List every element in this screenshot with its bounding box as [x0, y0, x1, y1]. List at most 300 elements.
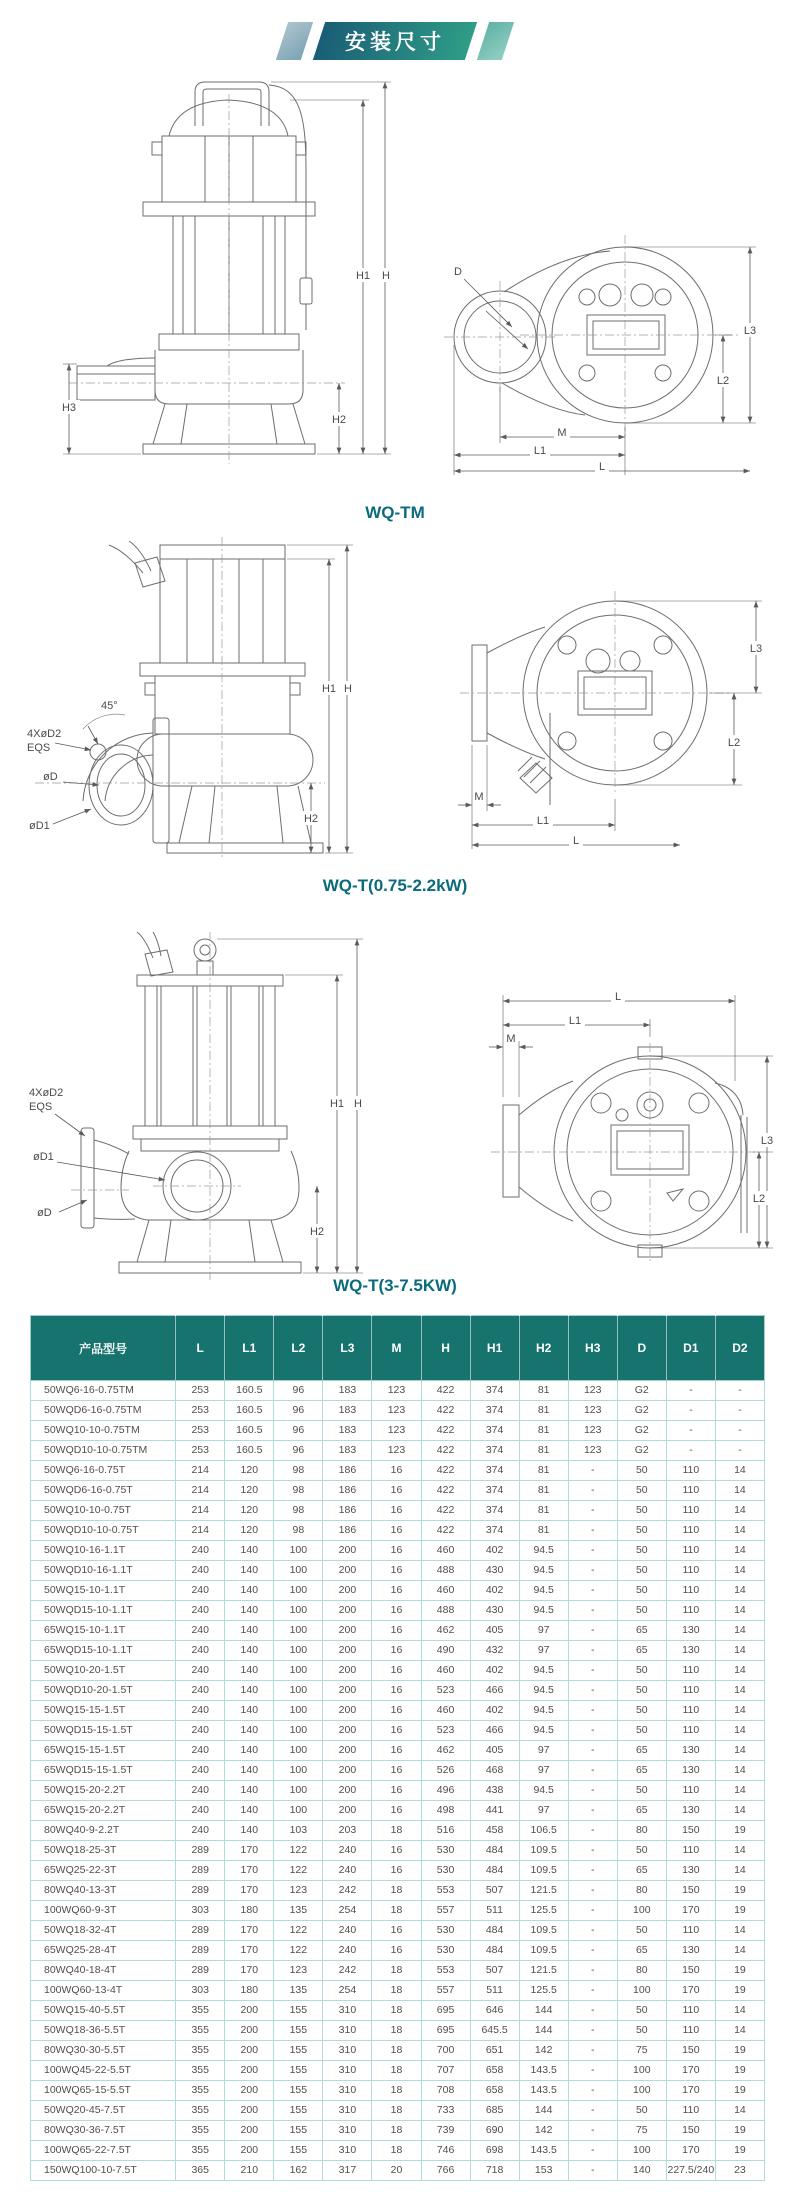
table-cell: 16: [372, 1641, 421, 1661]
table-cell: 496: [421, 1781, 470, 1801]
table-cell: 170: [666, 1901, 715, 1921]
table-cell: 698: [470, 2141, 519, 2161]
dim-label-l3: L3: [743, 325, 757, 337]
table-cell: 50WQ10-10-0.75T: [31, 1501, 176, 1521]
table-cell: 240: [176, 1701, 225, 1721]
dim-label-od: øD: [43, 771, 58, 783]
table-cell: 122: [274, 1841, 323, 1861]
table-cell: -: [568, 1921, 617, 1941]
table-cell: 430: [470, 1561, 519, 1581]
table-cell: -: [568, 2161, 617, 2181]
table-row: [31, 2141, 765, 2161]
table-cell: 289: [176, 1941, 225, 1961]
table-cell: 180: [225, 1901, 274, 1921]
table-cell: 97: [519, 1621, 568, 1641]
table-cell: 645.5: [470, 2021, 519, 2041]
table-cell: 170: [666, 2141, 715, 2161]
table-cell: 170: [225, 1841, 274, 1861]
table-cell: 186: [323, 1521, 372, 1541]
table-cell: 498: [421, 1801, 470, 1821]
table-cell: 50WQD6-16-0.75TM: [31, 1401, 176, 1421]
table-cell: 110: [666, 1701, 715, 1721]
table-cell: 50: [617, 1661, 666, 1681]
table-cell: 310: [323, 2141, 372, 2161]
dim-label-l: L: [572, 835, 580, 847]
table-cell: 81: [519, 1481, 568, 1501]
table-cell: 94.5: [519, 1541, 568, 1561]
table-cell: 16: [372, 1501, 421, 1521]
table-cell: 110: [666, 2021, 715, 2041]
badge-accent-right: [477, 22, 514, 60]
table-cell: 96: [274, 1441, 323, 1461]
table-cell: 80WQ40-9-2.2T: [31, 1821, 176, 1841]
table-cell: 98: [274, 1521, 323, 1541]
table-cell: 240: [176, 1561, 225, 1581]
table-cell: 240: [176, 1581, 225, 1601]
section-title-badge: [313, 22, 477, 60]
table-cell: 240: [176, 1781, 225, 1801]
table-cell: 65WQ25-22-3T: [31, 1861, 176, 1881]
table-cell: 18: [372, 2021, 421, 2041]
table-cell: 50WQD15-10-1.1T: [31, 1601, 176, 1621]
table-cell: 123: [568, 1381, 617, 1401]
table-row: [31, 2001, 765, 2021]
dim-label-bolt1: 4XøD2: [29, 1087, 64, 1099]
table-cell: 50: [617, 1541, 666, 1561]
table-cell: 50WQ18-25-3T: [31, 1841, 176, 1861]
table-cell: 125.5: [519, 1901, 568, 1921]
table-cell: 140: [225, 1801, 274, 1821]
table-cell: 240: [323, 1921, 372, 1941]
table-cell: G2: [617, 1421, 666, 1441]
dim-label-l2: L2: [752, 1193, 766, 1205]
table-cell: 110: [666, 1561, 715, 1581]
table-row: [31, 1541, 765, 1561]
table-cell: 355: [176, 2081, 225, 2101]
table-row: [31, 1381, 765, 1401]
table-cell: 374: [470, 1381, 519, 1401]
table-cell: 210: [225, 2161, 274, 2181]
table-cell: 50WQ10-20-1.5T: [31, 1661, 176, 1681]
table-cell: -: [568, 1901, 617, 1921]
table-cell: -: [715, 1421, 764, 1441]
table-cell: 374: [470, 1401, 519, 1421]
dim-label-l2: L2: [727, 737, 741, 749]
table-cell: 374: [470, 1481, 519, 1501]
table-cell: 422: [421, 1461, 470, 1481]
table-cell: 50: [617, 1681, 666, 1701]
table-cell: 14: [715, 1761, 764, 1781]
table-cell: 94.5: [519, 1681, 568, 1701]
table-cell: 130: [666, 1621, 715, 1641]
table-cell: 16: [372, 1701, 421, 1721]
dim-label-bolt1: 4XøD2: [27, 728, 62, 740]
table-cell: 200: [225, 2081, 274, 2101]
table-cell: 18: [372, 2001, 421, 2021]
table-row: [31, 2021, 765, 2041]
table-cell: 110: [666, 1521, 715, 1541]
table-cell: 200: [323, 1541, 372, 1561]
table-cell: 100WQ65-15-5.5T: [31, 2081, 176, 2101]
table-cell: 170: [225, 1961, 274, 1981]
table-cell: 140: [225, 1781, 274, 1801]
table-cell: 16: [372, 1681, 421, 1701]
table-cell: 240: [176, 1601, 225, 1621]
table-cell: 123: [568, 1401, 617, 1421]
table-cell: 733: [421, 2101, 470, 2121]
table-cell: 695: [421, 2021, 470, 2041]
table-cell: -: [568, 1981, 617, 2001]
table-cell: 183: [323, 1401, 372, 1421]
table-cell: 109.5: [519, 1941, 568, 1961]
table-cell: 240: [323, 1941, 372, 1961]
table-cell: 460: [421, 1661, 470, 1681]
table-cell: 183: [323, 1381, 372, 1401]
table-cell: 170: [666, 2081, 715, 2101]
table-cell: 123: [568, 1421, 617, 1441]
table-cell: 170: [666, 1981, 715, 2001]
table-cell: 530: [421, 1861, 470, 1881]
table-cell: 253: [176, 1401, 225, 1421]
table-cell: 18: [372, 1821, 421, 1841]
table-cell: -: [568, 1941, 617, 1961]
table-cell: 50WQD10-10-0.75T: [31, 1521, 176, 1541]
table-cell: 50: [617, 1461, 666, 1481]
table-cell: 374: [470, 1501, 519, 1521]
table-cell: 100: [274, 1781, 323, 1801]
table-cell: 240: [323, 1841, 372, 1861]
table-cell: 100WQ60-9-3T: [31, 1901, 176, 1921]
table-cell: 100WQ65-22-7.5T: [31, 2141, 176, 2161]
table-cell: 50WQD10-20-1.5T: [31, 1681, 176, 1701]
table-cell: 50WQD15-15-1.5T: [31, 1721, 176, 1741]
table-cell: 23: [715, 2161, 764, 2181]
table-cell: 144: [519, 2021, 568, 2041]
table-cell: 80: [617, 1881, 666, 1901]
table-row: [31, 1401, 765, 1421]
column-header-7: H1: [470, 1316, 519, 1381]
table-cell: -: [568, 1781, 617, 1801]
table-cell: 310: [323, 2101, 372, 2121]
table-cell: 18: [372, 1981, 421, 2001]
table-body: [31, 1381, 765, 2181]
table-cell: 50: [617, 1581, 666, 1601]
table-cell: 65: [617, 1801, 666, 1821]
table-cell: 200: [323, 1601, 372, 1621]
table-row: [31, 1521, 765, 1541]
table-cell: 122: [274, 1921, 323, 1941]
table-cell: 200: [323, 1721, 372, 1741]
drawing-title-wqt2: WQ-T(3-7.5KW): [333, 1276, 457, 1295]
table-cell: 289: [176, 1841, 225, 1861]
table-cell: 97: [519, 1761, 568, 1781]
table-cell: 50WQD10-10-0.75TM: [31, 1441, 176, 1461]
table-cell: 462: [421, 1741, 470, 1761]
table-cell: -: [666, 1381, 715, 1401]
table-cell: -: [715, 1441, 764, 1461]
table-cell: 240: [176, 1541, 225, 1561]
table-cell: 81: [519, 1501, 568, 1521]
table-cell: 110: [666, 1921, 715, 1941]
table-cell: 468: [470, 1761, 519, 1781]
table-cell: 422: [421, 1421, 470, 1441]
table-cell: 110: [666, 1841, 715, 1861]
table-cell: 130: [666, 1941, 715, 1961]
table-cell: 14: [715, 1741, 764, 1761]
table-cell: 18: [372, 2041, 421, 2061]
table-cell: 695: [421, 2001, 470, 2021]
table-cell: 355: [176, 2001, 225, 2021]
table-cell: 355: [176, 2121, 225, 2141]
table-cell: 530: [421, 1841, 470, 1861]
table-cell: 14: [715, 2001, 764, 2021]
table-cell: 110: [666, 2101, 715, 2121]
table-cell: 100: [274, 1801, 323, 1821]
table-cell: 98: [274, 1501, 323, 1521]
table-cell: 81: [519, 1441, 568, 1461]
table-cell: G2: [617, 1381, 666, 1401]
table-cell: 14: [715, 1461, 764, 1481]
table-cell: 242: [323, 1961, 372, 1981]
table-cell: 110: [666, 1501, 715, 1521]
table-cell: 19: [715, 1961, 764, 1981]
table-cell: G2: [617, 1441, 666, 1461]
table-row: [31, 2161, 765, 2181]
table-cell: 374: [470, 1421, 519, 1441]
table-cell: 317: [323, 2161, 372, 2181]
dim-label-l3: L3: [760, 1135, 774, 1147]
table-cell: 18: [372, 1901, 421, 1921]
table-cell: 214: [176, 1521, 225, 1541]
table-cell: -: [568, 1661, 617, 1681]
table-cell: 96: [274, 1421, 323, 1441]
table-cell: 16: [372, 1941, 421, 1961]
table-cell: 123: [372, 1421, 421, 1441]
table-cell: 65: [617, 1861, 666, 1881]
table-row: [31, 2101, 765, 2121]
table-cell: 19: [715, 1821, 764, 1841]
table-cell: 14: [715, 1721, 764, 1741]
table-cell: 65: [617, 1641, 666, 1661]
table-cell: 214: [176, 1461, 225, 1481]
table-cell: 103: [274, 1821, 323, 1841]
table-cell: 16: [372, 1801, 421, 1821]
dim-label-m: M: [506, 1033, 516, 1045]
table-cell: 140: [225, 1601, 274, 1621]
table-cell: 16: [372, 1621, 421, 1641]
table-row: [31, 1761, 765, 1781]
table-cell: 200: [225, 2021, 274, 2041]
table-cell: 120: [225, 1501, 274, 1521]
table-cell: 14: [715, 1781, 764, 1801]
table-cell: 130: [666, 1861, 715, 1881]
table-cell: 110: [666, 1601, 715, 1621]
table-cell: 14: [715, 1921, 764, 1941]
table-cell: 150: [666, 2121, 715, 2141]
table-cell: 122: [274, 1861, 323, 1881]
table-cell: 94.5: [519, 1721, 568, 1741]
table-cell: 50WQ10-16-1.1T: [31, 1541, 176, 1561]
table-cell: -: [568, 1481, 617, 1501]
table-cell: 125.5: [519, 1981, 568, 2001]
table-cell: 100WQ60-13-4T: [31, 1981, 176, 2001]
table-cell: 14: [715, 1521, 764, 1541]
table-row: [31, 1921, 765, 1941]
table-row: [31, 1721, 765, 1741]
table-cell: 50: [617, 2021, 666, 2041]
table-cell: 123: [372, 1381, 421, 1401]
table-cell: 203: [323, 1821, 372, 1841]
table-cell: -: [568, 1541, 617, 1561]
table-cell: -: [568, 1881, 617, 1901]
table-cell: 50WQ18-36-5.5T: [31, 2021, 176, 2041]
table-cell: 143.5: [519, 2141, 568, 2161]
table-cell: 155: [274, 2081, 323, 2101]
table-cell: 16: [372, 1761, 421, 1781]
table-cell: 110: [666, 2001, 715, 2021]
dim-label-h1: H1: [329, 1098, 345, 1110]
table-row: [31, 1461, 765, 1481]
table-cell: 200: [225, 2101, 274, 2121]
table-cell: 690: [470, 2121, 519, 2141]
table-cell: 81: [519, 1521, 568, 1541]
table-cell: 186: [323, 1501, 372, 1521]
table-cell: 186: [323, 1481, 372, 1501]
dim-label-od: øD: [37, 1207, 52, 1219]
table-cell: 143.5: [519, 2081, 568, 2101]
table-cell: 110: [666, 1541, 715, 1561]
drawing-wqtm-front: [55, 72, 400, 497]
table-cell: 253: [176, 1381, 225, 1401]
table-cell: 153: [519, 2161, 568, 2181]
table-row: [31, 1861, 765, 1881]
table-cell: 50WQ15-15-1.5T: [31, 1701, 176, 1721]
table-cell: 123: [372, 1401, 421, 1421]
table-cell: 14: [715, 1861, 764, 1881]
table-cell: 240: [176, 1641, 225, 1661]
table-cell: 50: [617, 2101, 666, 2121]
table-cell: 19: [715, 1901, 764, 1921]
section-title: 安装尺寸: [345, 31, 445, 54]
table-cell: 100WQ45-22-5.5T: [31, 2061, 176, 2081]
table-cell: 484: [470, 1861, 519, 1881]
table-cell: 214: [176, 1481, 225, 1501]
table-cell: 402: [470, 1661, 519, 1681]
table-cell: 50WQ15-40-5.5T: [31, 2001, 176, 2021]
section-header: [282, 22, 508, 60]
table-cell: 65WQD15-15-1.5T: [31, 1761, 176, 1781]
table-cell: 65WQ25-28-4T: [31, 1941, 176, 1961]
table-cell: -: [568, 2061, 617, 2081]
table-cell: 100: [274, 1701, 323, 1721]
table-cell: -: [568, 1861, 617, 1881]
table-cell: 50: [617, 1501, 666, 1521]
column-header-3: L2: [274, 1316, 323, 1381]
table-cell: 488: [421, 1561, 470, 1581]
table-cell: 140: [225, 1581, 274, 1601]
table-cell: 50: [617, 1481, 666, 1501]
table-cell: 240: [176, 1621, 225, 1641]
table-cell: 14: [715, 1661, 764, 1681]
table-cell: -: [568, 1501, 617, 1521]
table-cell: 240: [176, 1661, 225, 1681]
table-cell: 170: [666, 2061, 715, 2081]
table-cell: 14: [715, 1941, 764, 1961]
table-row: [31, 1421, 765, 1441]
table-cell: 14: [715, 1561, 764, 1581]
table-cell: 130: [666, 1641, 715, 1661]
table-row: [31, 1821, 765, 1841]
table-cell: 746: [421, 2141, 470, 2161]
table-cell: 422: [421, 1521, 470, 1541]
dim-label-h1: H1: [321, 683, 337, 695]
table-cell: -: [568, 2141, 617, 2161]
table-cell: 170: [225, 1881, 274, 1901]
table-cell: 144: [519, 2101, 568, 2121]
table-cell: 150: [666, 1961, 715, 1981]
table-cell: 422: [421, 1401, 470, 1421]
table-cell: 120: [225, 1461, 274, 1481]
table-cell: 685: [470, 2101, 519, 2121]
table-row: [31, 1601, 765, 1621]
table-row: [31, 1981, 765, 2001]
table-row: [31, 1681, 765, 1701]
column-header-2: L1: [225, 1316, 274, 1381]
table-cell: 374: [470, 1461, 519, 1481]
table-cell: 507: [470, 1881, 519, 1901]
table-cell: 50: [617, 1701, 666, 1721]
table-row: [31, 1581, 765, 1601]
table-cell: 432: [470, 1641, 519, 1661]
table-cell: 140: [225, 1561, 274, 1581]
table-cell: 14: [715, 1601, 764, 1621]
table-cell: 19: [715, 2141, 764, 2161]
table-cell: 160.5: [225, 1401, 274, 1421]
table-cell: -: [715, 1401, 764, 1421]
table-cell: 140: [225, 1681, 274, 1701]
table-cell: 123: [568, 1441, 617, 1461]
table-cell: 20: [372, 2161, 421, 2181]
table-row: [31, 1641, 765, 1661]
table-cell: 143.5: [519, 2061, 568, 2081]
table-cell: 142: [519, 2121, 568, 2141]
table-cell: 16: [372, 1461, 421, 1481]
table-cell: 50: [617, 1781, 666, 1801]
table-cell: -: [568, 2101, 617, 2121]
table-cell: 155: [274, 2041, 323, 2061]
table-cell: 200: [225, 2001, 274, 2021]
column-header-1: L: [176, 1316, 225, 1381]
table-cell: 310: [323, 2001, 372, 2021]
table-cell: 523: [421, 1721, 470, 1741]
dim-label-h: H: [382, 270, 390, 282]
table-cell: 19: [715, 2081, 764, 2101]
table-cell: 135: [274, 1901, 323, 1921]
table-row: [31, 1961, 765, 1981]
table-cell: 140: [225, 1621, 274, 1641]
table-cell: -: [568, 2021, 617, 2041]
table-cell: 142: [519, 2041, 568, 2061]
table-cell: -: [568, 1561, 617, 1581]
table-cell: 183: [323, 1441, 372, 1461]
table-cell: 100: [274, 1601, 323, 1621]
table-cell: 81: [519, 1421, 568, 1441]
table-cell: 310: [323, 2061, 372, 2081]
table-row: [31, 1501, 765, 1521]
table-cell: 405: [470, 1741, 519, 1761]
table-cell: 484: [470, 1841, 519, 1861]
table-cell: 766: [421, 2161, 470, 2181]
